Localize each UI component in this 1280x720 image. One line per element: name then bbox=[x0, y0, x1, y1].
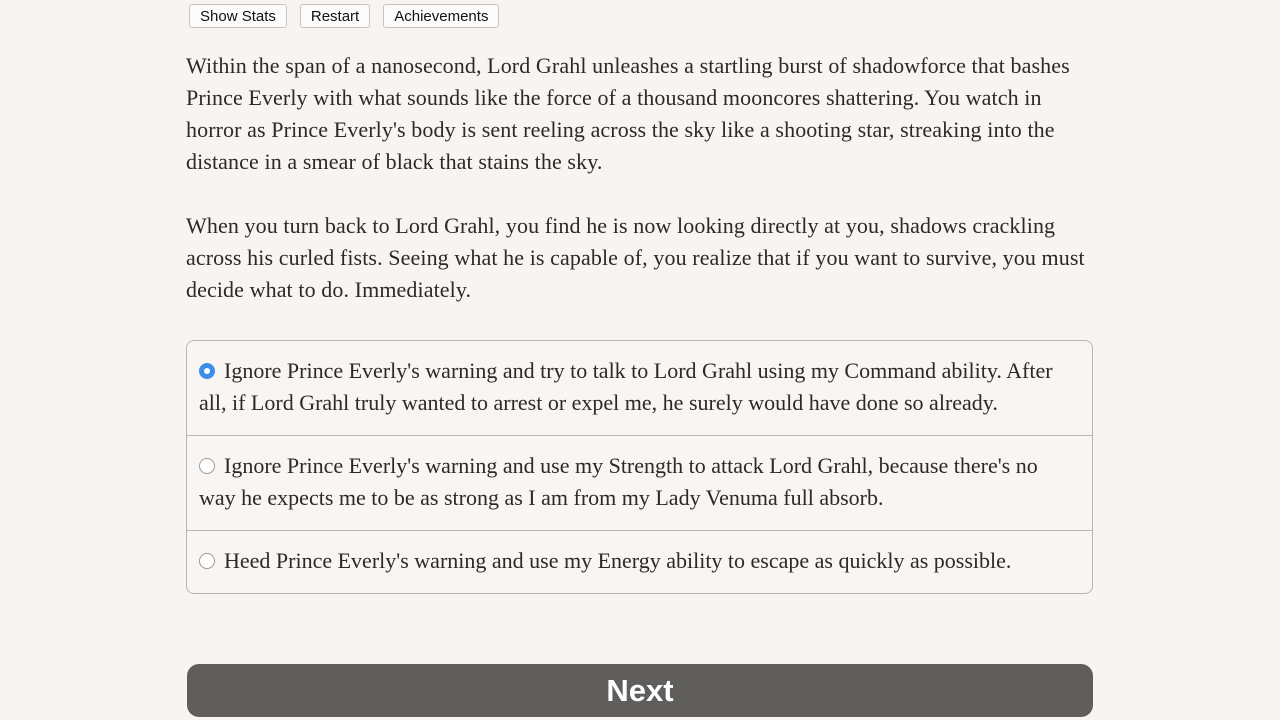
radio-selected-icon[interactable] bbox=[199, 363, 215, 379]
radio-unselected-icon[interactable] bbox=[199, 553, 215, 569]
radio-unselected-icon[interactable] bbox=[199, 458, 215, 474]
story-paragraph: Within the span of a nanosecond, Lord Grahl unleashes a startling burst of shadowforce that bashes Prince Everly with what sounds like the force of a thousand mooncores shattering. You watch in horror as Prince Everly's body is sent reeling across the sky like a shooting star, streaking into the distance in a smear of black that stains the sky. bbox=[186, 53, 1070, 174]
story-text bbox=[186, 50, 1096, 338]
choice-option-energy[interactable] bbox=[187, 530, 1092, 593]
story-paragraph: When you turn back to Lord Grahl, you find he is now looking directly at you, shadows crackling across his curled fists. Seeing what he is capable of, you realize that if you want to survive, you must decide what to do. Immediately. bbox=[186, 213, 1085, 302]
choice-option-command[interactable] bbox=[187, 341, 1092, 435]
show-stats-button[interactable]: Show Stats bbox=[189, 4, 287, 28]
restart-button[interactable]: Restart bbox=[300, 4, 370, 28]
choice-option-strength[interactable] bbox=[187, 435, 1092, 530]
achievements-button[interactable]: Achievements bbox=[383, 4, 499, 28]
toolbar bbox=[189, 4, 512, 28]
next-button[interactable]: Next bbox=[187, 664, 1093, 717]
choice-label: Ignore Prince Everly's warning and try to talk to Lord Grahl using my Command ability. After all, if Lord Grahl truly wanted to arrest or expel me, he surely would have done so already. bbox=[199, 358, 1053, 415]
choice-label: Heed Prince Everly's warning and use my Energy ability to escape as quickly as possible. bbox=[224, 548, 1012, 573]
choice-list bbox=[186, 340, 1093, 594]
choice-label: Ignore Prince Everly's warning and use my Strength to attack Lord Grahl, because there's no way he expects me to be as strong as I am from my Lady Venuma full absorb. bbox=[199, 453, 1038, 510]
